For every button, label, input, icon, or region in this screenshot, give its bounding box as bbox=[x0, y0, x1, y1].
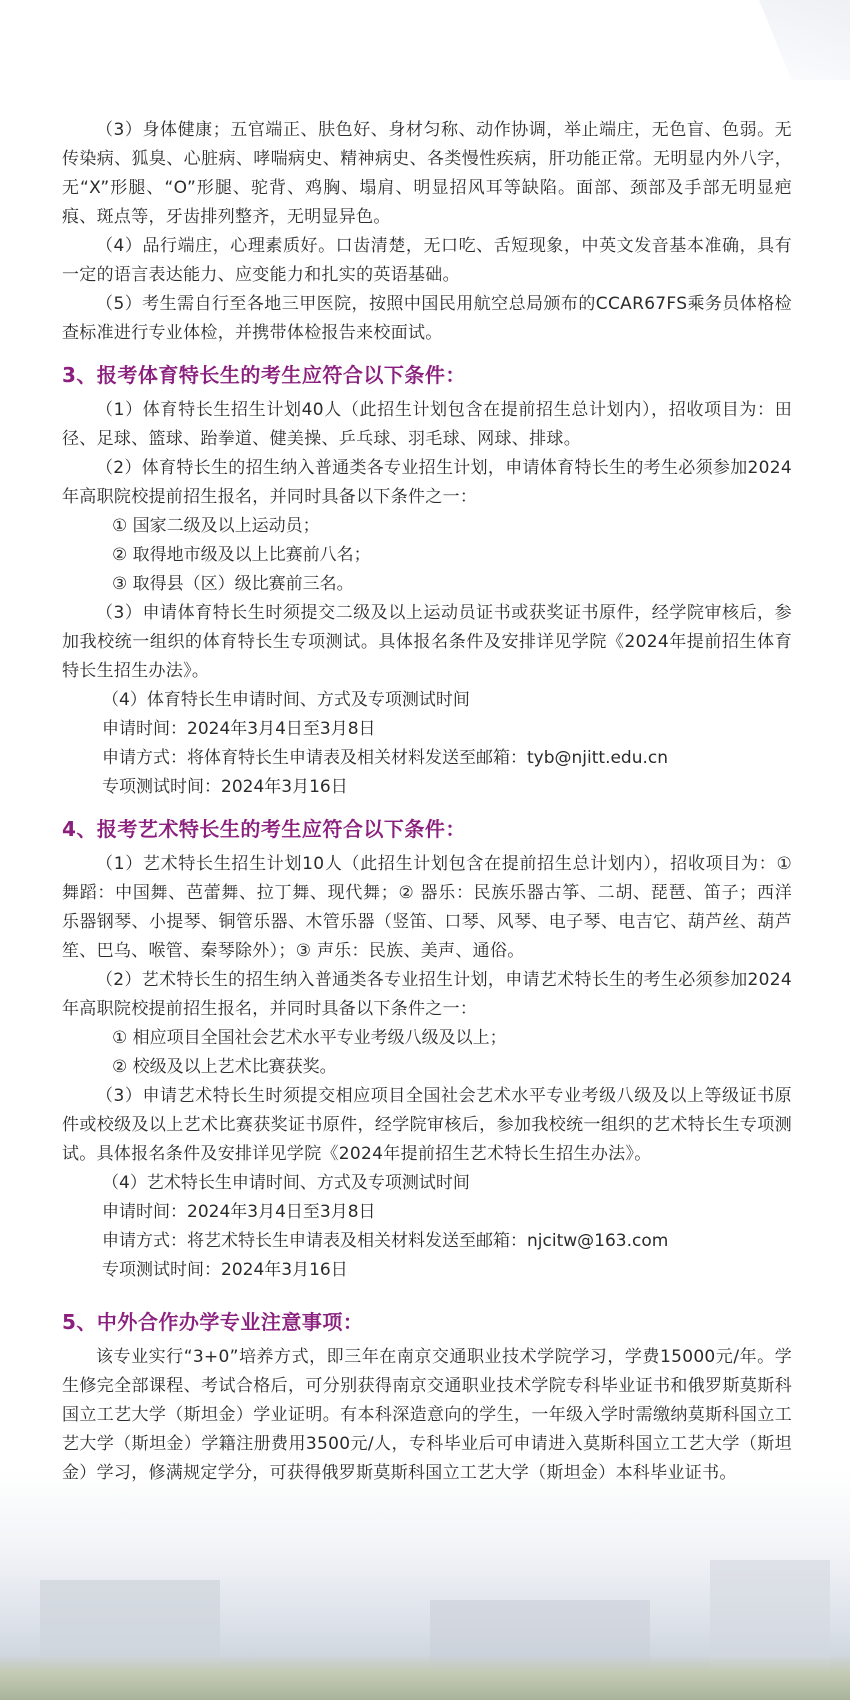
paragraph: （4）体育特长生申请时间、方式及专项测试时间 bbox=[102, 690, 470, 710]
trees-shape bbox=[0, 1655, 850, 1700]
section-heading-art: 4、报考艺术特长生的考生应符合以下条件： bbox=[62, 817, 466, 841]
paragraph: （4）艺术特长生申请时间、方式及专项测试时间 bbox=[102, 1173, 470, 1193]
condition-item: ② 校级及以上艺术比赛获奖。 bbox=[112, 1057, 337, 1077]
paragraph: （3）申请艺术特长生时须提交相应项目全国社会艺术水平专业考级八级及以上等级证书原件或校级及以上艺术比赛获奖证书原件，经学院审核后，参加我校统一组织的艺术特长生专项测试。具体报名条件及安排详见学院《2024年提前招生艺术特长生招生办法》。 bbox=[62, 1086, 792, 1164]
section-heading-cooperation: 5、中外合作办学专业注意事项： bbox=[62, 1310, 364, 1334]
paragraph: （5）考生需自行至各地三甲医院，按照中国民用航空总局颁布的CCAR67FS乘务员体格检查标准进行专业体检，并携带体检报告来校面试。 bbox=[62, 294, 792, 343]
apply-method: 申请方式：将体育特长生申请表及相关材料发送至邮箱：tyb@njitt.edu.cn bbox=[102, 748, 669, 768]
paragraph: （3）申请体育特长生时须提交二级及以上运动员证书或获奖证书原件，经学院审核后，参加我校统一组织的体育特长生专项测试。具体报名条件及安排详见学院《2024年提前招生体育特长生招生办法》。 bbox=[62, 603, 792, 681]
paragraph: （2）体育特长生的招生纳入普通类各专业招生计划，申请体育特长生的考生必须参加2024年高职院校提前招生报名，并同时具备以下条件之一： bbox=[62, 458, 792, 507]
top-right-decoration bbox=[720, 0, 850, 80]
paragraph: （2）艺术特长生的招生纳入普通类各专业招生计划，申请艺术特长生的考生必须参加2024年高职院校提前招生报名，并同时具备以下条件之一： bbox=[62, 970, 792, 1019]
apply-time: 申请时间：2024年3月4日至3月8日 bbox=[102, 1202, 376, 1222]
apply-time: 申请时间：2024年3月4日至3月8日 bbox=[102, 719, 376, 739]
condition-item: ③ 取得县（区）级比赛前三名。 bbox=[112, 574, 354, 594]
building-shape bbox=[710, 1560, 830, 1670]
paragraph: （3）身体健康；五官端正、肤色好、身材匀称、动作协调，举止端庄，无色盲、色弱。无传染病、狐臭、心脏病、哮喘病史、精神病史、各类慢性疾病，肝功能正常。无明显内外八字，无“X”形腿、“O”形腿、驼背、鸡胸、塌肩、明显招风耳等缺陷。面部、颈部及手部无明显疤痕、斑点等，牙齿排列整齐，无明显异色。 bbox=[62, 120, 792, 227]
paragraph: （1）艺术特长生招生计划10人（此招生计划包含在提前招生总计划内），招收项目为：① 舞蹈：中国舞、芭蕾舞、拉丁舞、现代舞；② 器乐：民族乐器古筝、二胡、琵琶、笛子；西洋乐器钢琴、小提琴、铜管乐器、木管乐器（竖笛、口琴、风琴、电子琴、电吉它、葫芦丝、葫芦笙、巴乌、喉管、秦琴除外）；③ 声乐：民族、美声、通俗。 bbox=[62, 854, 792, 961]
test-time: 专项测试时间：2024年3月16日 bbox=[102, 777, 348, 797]
campus-background-image bbox=[0, 1470, 850, 1700]
paragraph: （1）体育特长生招生计划40人（此招生计划包含在提前招生总计划内），招收项目为：田径、足球、篮球、跆拳道、健美操、乒乓球、羽毛球、网球、排球。 bbox=[62, 400, 792, 449]
paragraph: （4）品行端庄，心理素质好。口齿清楚，无口吃、舌短现象，中英文发音基本准确，具有一定的语言表达能力、应变能力和扎实的英语基础。 bbox=[62, 236, 792, 285]
condition-item: ① 相应项目全国社会艺术水平专业考级八级及以上； bbox=[112, 1028, 507, 1048]
test-time: 专项测试时间：2024年3月16日 bbox=[102, 1260, 348, 1280]
condition-item: ① 国家二级及以上运动员； bbox=[112, 516, 320, 536]
section-heading-sports: 3、报考体育特长生的考生应符合以下条件： bbox=[62, 363, 466, 387]
condition-item: ② 取得地市级及以上比赛前八名； bbox=[112, 545, 371, 565]
paragraph: 该专业实行“3+0”培养方式，即三年在南京交通职业技术学院学习，学费15000元/年。学生修完全部课程、考试合格后，可分别获得南京交通职业技术学院专科毕业证书和俄罗斯莫斯科国立工艺大学（斯坦金）学业证明。有本科深造意向的学生，一年级入学时需缴纳莫斯科国立工艺大学（斯坦金）学籍注册费用3500元/人，专科毕业后可申请进入莫斯科国立工艺大学（斯坦金）学习，修满规定学分，可获得俄罗斯莫斯科国立工艺大学（斯坦金）本科毕业证书。 bbox=[62, 1347, 792, 1483]
apply-method: 申请方式：将艺术特长生申请表及相关材料发送至邮箱：njcitw@163.com bbox=[102, 1231, 669, 1251]
document-body bbox=[62, 116, 792, 1488]
